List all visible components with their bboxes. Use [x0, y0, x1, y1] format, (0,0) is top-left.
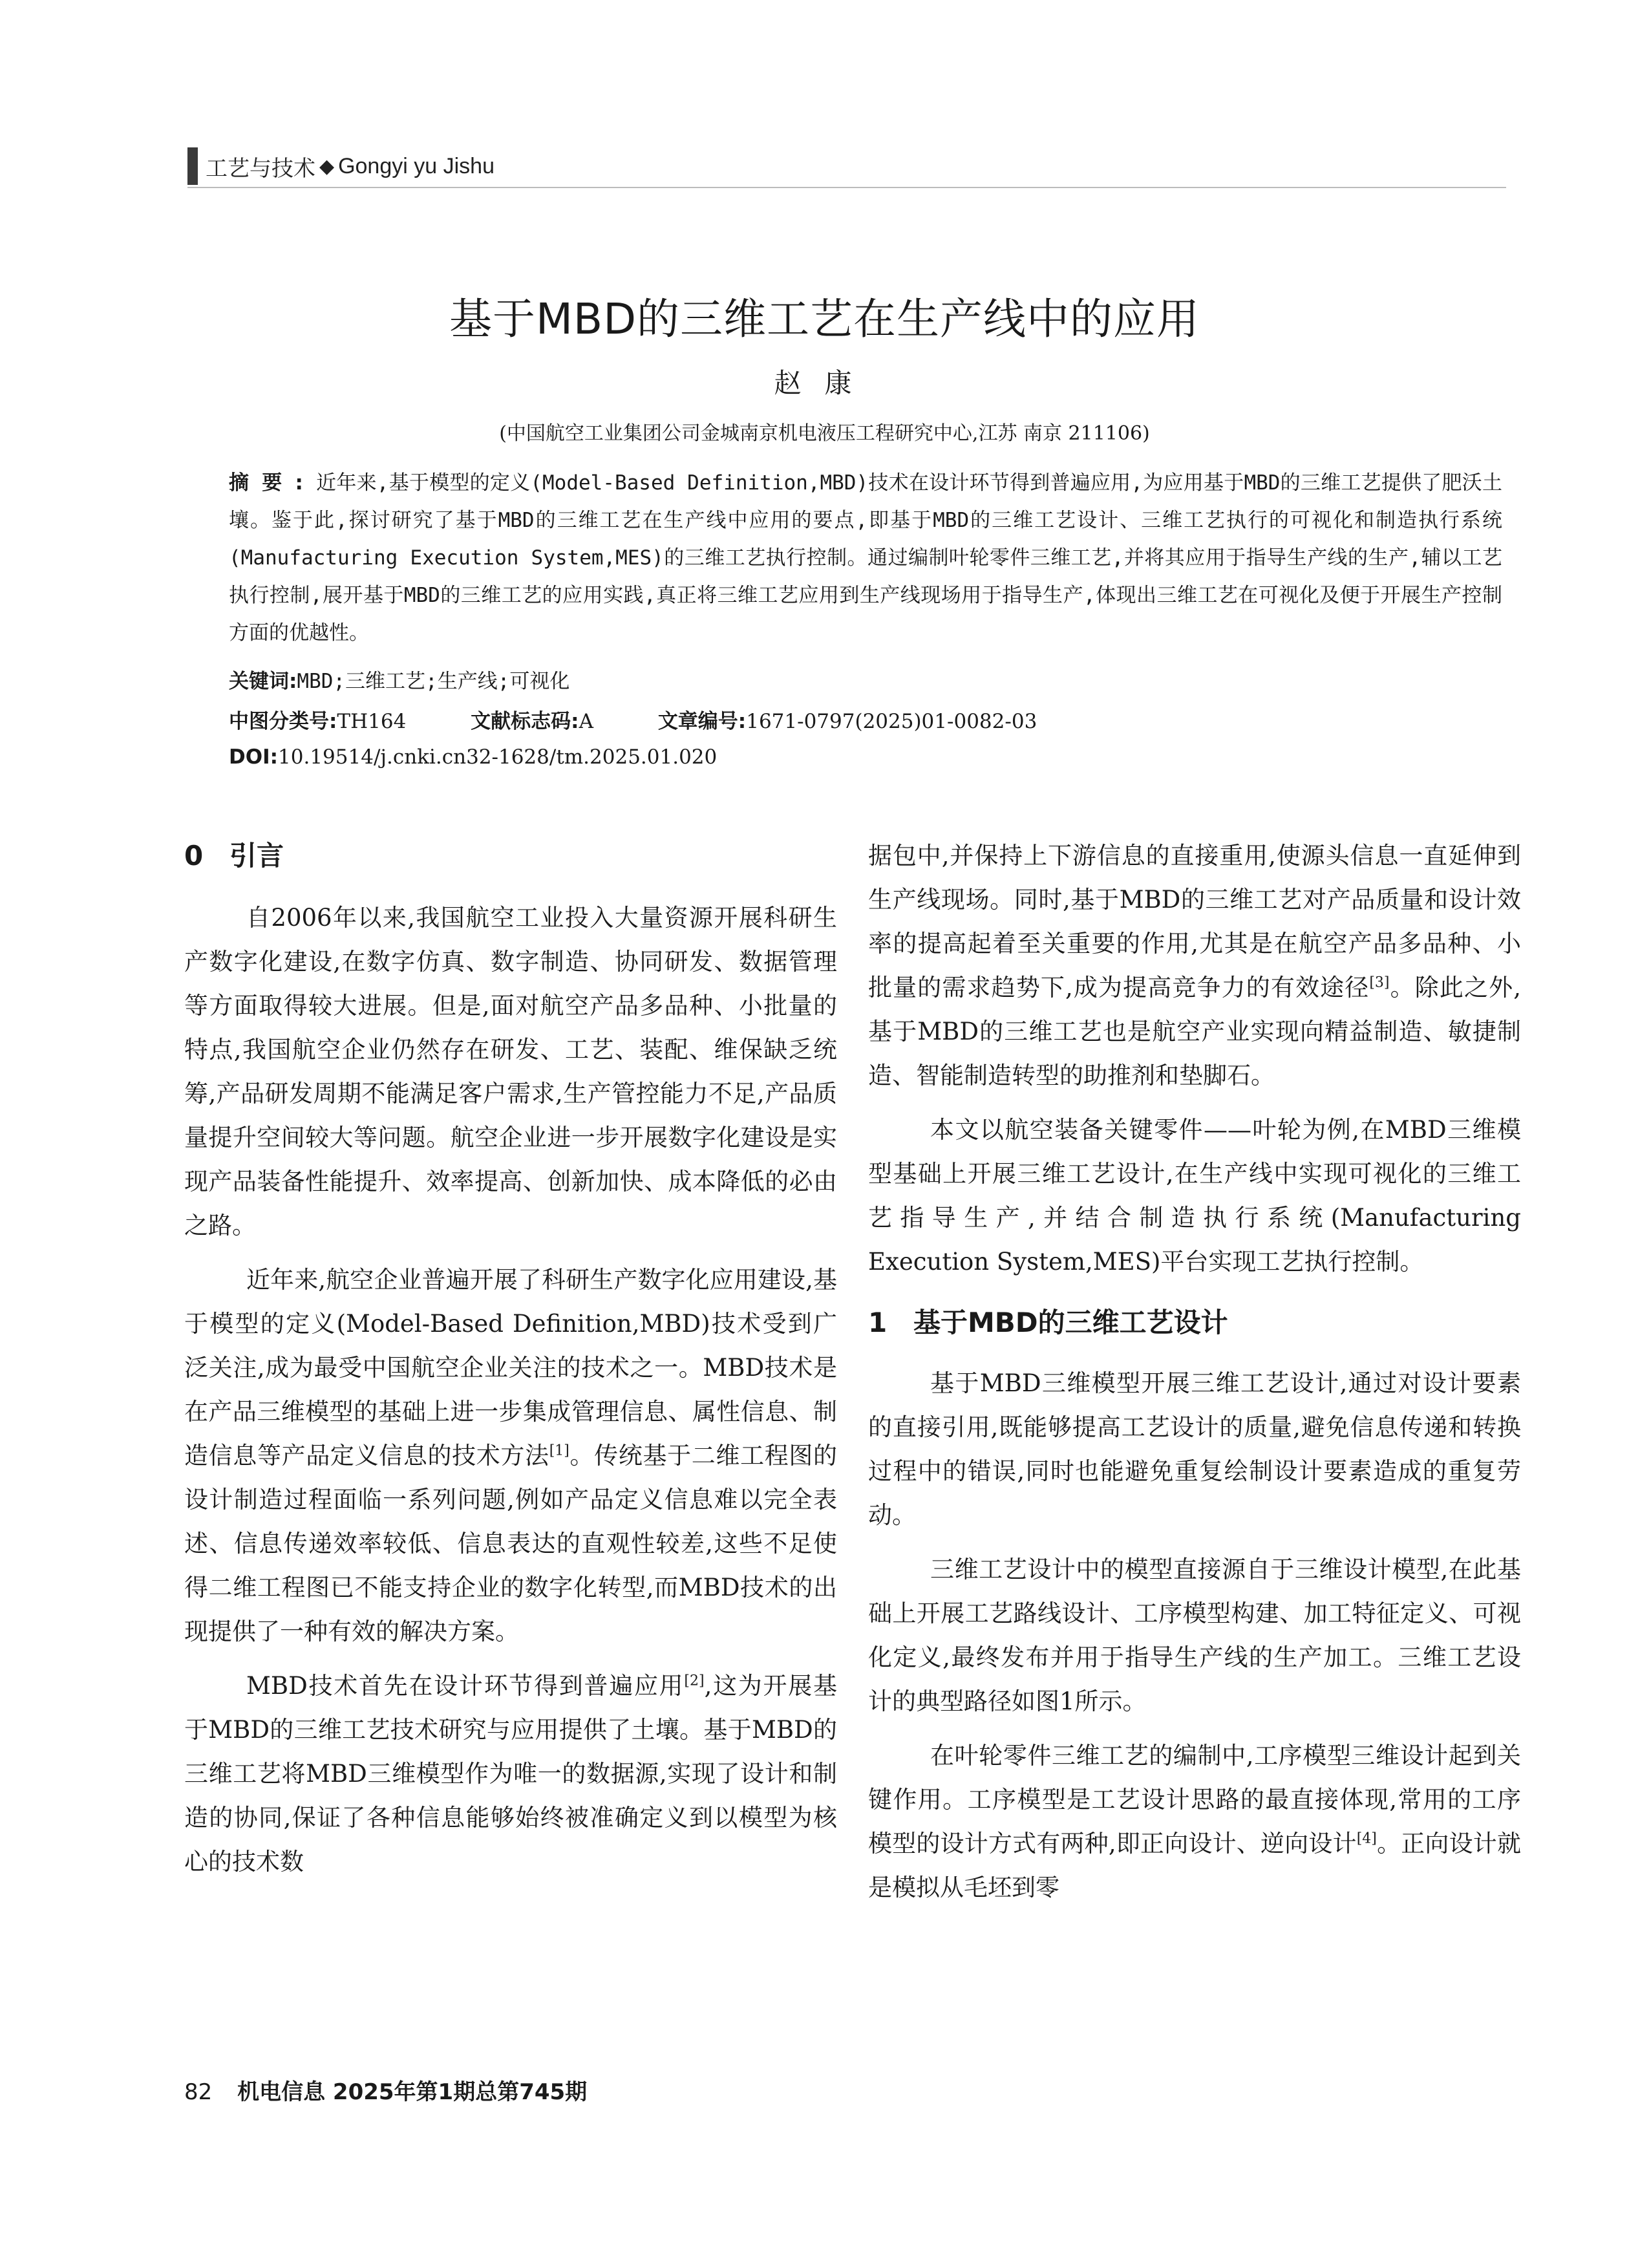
doc-code-value: A [579, 710, 593, 733]
abstract-text: 近年来,基于模型的定义(Model-Based Definition,MBD)技术在设计环节得到普遍应用,为应用基于MBD的三维工艺提供了肥沃土壤。鉴于此,探讨研究了基于MBD的三维工艺在生产线中应用的要点,即基于MBD的三维工艺设计、三维工艺执行的可视化和制造执行系统(Manufacturing Execution System,MES)的三维工艺执行控制。通过编制叶轮零件三维工艺,并将其应用于指导生产线的生产,辅以工艺执行控制,展开基于MBD的三维工艺的应用实践,真正将三维工艺应用到生产线现场用于指导生产,体现出三维工艺在可视化及便于开展生产控制方面的优越性。 [229, 471, 1502, 645]
keywords-label: 关键词: [229, 670, 297, 693]
clc-label: 中图分类号: [229, 710, 337, 733]
citation: [4] [1356, 1830, 1377, 1847]
abstract-label: 摘要: [229, 471, 316, 495]
doi-value: 10.19514/j.cnki.cn32-1628/tm.2025.01.020 [278, 745, 718, 769]
paragraph: MBD技术首先在设计环节得到普遍应用[2],这为开展基于MBD的三维工艺技术研究与应用提供了土壤。基于MBD的三维工艺将MBD三维模型作为唯一的数据源,实现了设计和制造的协同,保证了各种信息能够始终被准确定义到以模型为核心的技术数 [184, 1672, 837, 1876]
keywords [229, 665, 569, 694]
abstract [229, 464, 1502, 652]
paragraph: 自2006年以来,我国航空工业投入大量资源开展科研生产数字化建设,在数字仿真、数字制造、协同研发、数据管理等方面取得较大进展。但是,面对航空产品多品种、小批量的特点,我国航空企业仍然存在研发、工艺、装配、维保缺乏统筹,产品研发周期不能满足客户需求,生产管控能力不足,产品质量提升空间较大等问题。航空企业进一步开展数字化建设是实现产品装备性能提升、效率提高、创新加快、成本降低的必由之路。 [184, 904, 837, 1239]
article-no-value: 1671-0797(2025)01-0082-03 [746, 710, 1037, 733]
author: 赵康 [774, 367, 875, 399]
running-header [187, 147, 495, 185]
doc-code-label: 文献标志码: [471, 710, 579, 733]
citation: [2] [684, 1673, 705, 1689]
section-heading-1: 1 基于MBD的三维工艺设计 [868, 1307, 1228, 1338]
paper-title: 基于MBD的三维工艺在生产线中的应用 [449, 294, 1200, 344]
page-footer [184, 2074, 587, 2106]
citation: [3] [1369, 974, 1390, 991]
affiliation: (中国航空工业集团公司金城南京机电液压工程研究中心,江苏 南京 211106) [499, 422, 1150, 445]
keywords-text: MBD;三维工艺;生产线;可视化 [297, 670, 570, 693]
journal-info: 机电信息 2025年第1期总第745期 [237, 2079, 588, 2105]
paragraph: 本文以航空装备关键零件——叶轮为例,在MBD三维模型基础上开展三维工艺设计,在生产线中实现可视化的三维工艺指导生产,并结合制造执行系统(Manufacturing Execution System,MES)平台实现工艺执行控制。 [868, 1116, 1521, 1276]
citation: [1] [549, 1442, 569, 1459]
diamond-icon: ◆ [319, 155, 335, 178]
paragraph: 三维工艺设计中的模型直接源自于三维设计模型,在此基础上开展工艺路线设计、工序模型构建、加工特征定义、可视化定义,最终发布并用于指导生产线的生产加工。三维工艺设计的典型路径如图1所示。 [868, 1556, 1521, 1715]
doi-line [229, 745, 717, 769]
paragraph: 基于MBD三维模型开展三维工艺设计,通过对设计要素的直接引用,既能够提高工艺设计的质量,避免信息传递和转换过程中的错误,同时也能避免重复绘制设计要素造成的重复劳动。 [868, 1369, 1521, 1529]
clc-value: TH164 [337, 710, 407, 733]
header-rule [187, 187, 1506, 188]
classification-line [229, 705, 1095, 734]
section-heading-0: 0 引言 [184, 840, 284, 872]
header-section-en: Gongyi yu Jishu [338, 153, 495, 178]
left-column [184, 834, 837, 1884]
paragraph: 近年来,航空企业普遍开展了科研生产数字化应用建设,基于模型的定义(Model-Based Definition,MBD)技术受到广泛关注,成为最受中国航空企业关注的技术之一。MBD技术是在产品三维模型的基础上进一步集成管理信息、属性信息、制造信息等产品定义信息的技术方法[1]。传统基于二维工程图的设计制造过程面临一系列问题,例如产品定义信息难以完全表述、信息传递效率较低、信息表达的直观性较差,这些不足使得二维工程图已不能支持企业的数字化转型,而MBD技术的出现提供了一种有效的解决方案。 [184, 1266, 838, 1645]
header-section-cn: 工艺与技术 [206, 155, 315, 182]
right-column [868, 834, 1521, 1910]
doi-label: DOI: [229, 745, 279, 769]
article-no-label: 文章编号: [657, 710, 747, 733]
page-number: 82 [184, 2079, 213, 2105]
header-bar [187, 147, 198, 185]
paragraph: 在叶轮零件三维工艺的编制中,工序模型三维设计起到关键作用。工序模型是工艺设计思路的最直接体现,常用的工序模型的设计方式有两种,即正向设计、逆向设计[4]。正向设计就是模拟从毛坯到零 [868, 1742, 1521, 1901]
paragraph: 据包中,并保持上下游信息的直接重用,使源头信息一直延伸到生产线现场。同时,基于MBD的三维工艺对产品质量和设计效率的提高起着至关重要的作用,尤其是在航空产品多品种、小批量的需求趋势下,成为提高竞争力的有效途径[3]。除此之外,基于MBD的三维工艺也是航空产业实现向精益制造、敏捷制造、智能制造转型的助推剂和垫脚石。 [868, 842, 1521, 1089]
